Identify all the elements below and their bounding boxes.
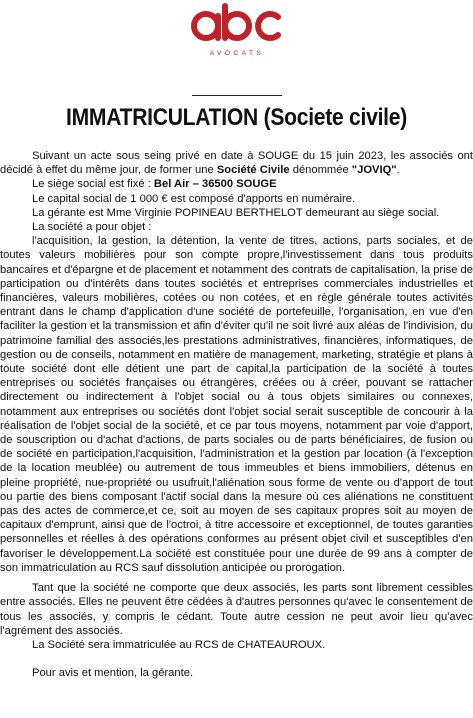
company-name: "JOVIQ" xyxy=(351,164,397,177)
siege-label: Le siège social est fixé : xyxy=(32,178,154,191)
abc-logo-graphic xyxy=(188,2,286,58)
intro-text-2: dénommée xyxy=(289,164,352,177)
page-title: IMMATRICULATION (Societe civile) xyxy=(66,104,407,131)
closing-line: Pour avis et mention, la gérante. xyxy=(32,667,194,680)
objet-intro: La société a pour objet : xyxy=(32,221,152,234)
capital-line: Le capital social de 1 000 € est composé d'apports en numéraire. xyxy=(32,192,356,205)
siege-address: Bel Air – 36500 SOUGE xyxy=(153,178,277,191)
company-type: Société Civile xyxy=(216,164,290,177)
intro-text-3: . xyxy=(396,164,400,177)
objet-paragraph: l'acquisition, la gestion, la détention, la vente de titres, actions, parts sociales, et de toutes valeurs mobilières pour son compte propre,l'investissement dans tous produits bancaires et d'épargne et de placement et notamment des contrats de capitalisation, la prise de participation ou d'intérêts dans toutes sociétés et entreprises commerciales industrielles et financières, valeurs mobilières, cotées ou non cotées, et en règle générale toutes activités entrant dans le champ d'application d'une société de portefeuille, l'organisation, en vue d'en faciliter la gestion et la transmission et afin d'éviter qu'il ne soit livré aux aléas de l'indivision, du patrimoine familial des associés,les prestations administratives, financières, informatiques, de gestion ou de conseils, notamment en matière de management, marketing, stratégie et plans à toute société dont elle détient une part de capital,la participation de la société à toutes entreprises ou sociétés françaises ou étrangères, créées ou à créer, pouvant se rattacher directement ou indirectement à l'objet social ou à tous objets similaires ou connexes, notamment aux entreprises ou sociétés dont l'objet social serait susceptible de concourir à la réalisation de l'objet social de la société, et ce par tous moyens, notamment par voie d'apport, de souscription ou d'achat d'actions, de parts sociales ou de parts bénéficiaires, de fusion ou de société en participation,l'acquisition, l'administration et la gestion par location (à l'exception de la location meublée) ou autrement de tous immeubles et biens immobiliers, détenus en pleine propriété, nue-propriété ou usufruit,l'aliénation sous forme de vente ou d'apport de tout ou partie des biens composant l'actif social dans la mesure où ces aliénations ne constituent pas des actes de commerce,et ce, soit au moyen de ses capitaux propres soit au moyen de capitaux d'emprunt, ainsi que de l'octroi, à titre accessoire et exceptionnel, de toutes garanties personnelles et réelles à des opérations conformes au présent objet civil et susceptibles d'en favoriser le développement.La société est constituée pour une durée de 99 ans à compter de son immatriculation au RCS sauf dissolution anticipée ou prorogation. xyxy=(0,235,473,574)
gerante-line: La gérante est Mme Virginie POPINEAU BERTHELOT demeurant au siège social. xyxy=(32,206,440,219)
logo-subtitle: AVOCATS xyxy=(209,50,265,57)
siege-line xyxy=(0,177,473,191)
intro-paragraph xyxy=(0,149,473,177)
spacer xyxy=(0,652,473,666)
abc-avocats-logo xyxy=(188,2,286,58)
notice-body xyxy=(0,149,473,680)
rcs-line: La Société sera immatriculée au RCS de CHATEAUROUX. xyxy=(32,638,326,651)
title-divider xyxy=(192,95,282,96)
cession-paragraph: Tant que la société ne comporte que deux associés, les parts sont librement cessibles entre associés. Elles ne peuvent être cédées à d'autres personnes qu'avec le consentement de tous les associés, y compris le cédant. Toute autre cession ne peut avoir lieu qu'avec l'agrément des associés. xyxy=(0,582,473,637)
intro-text: Suivant un acte sous seing privé en date à SOUGE du 15 juin 2023, les associés ont décidé à effet du même jour, de former une xyxy=(0,150,473,177)
